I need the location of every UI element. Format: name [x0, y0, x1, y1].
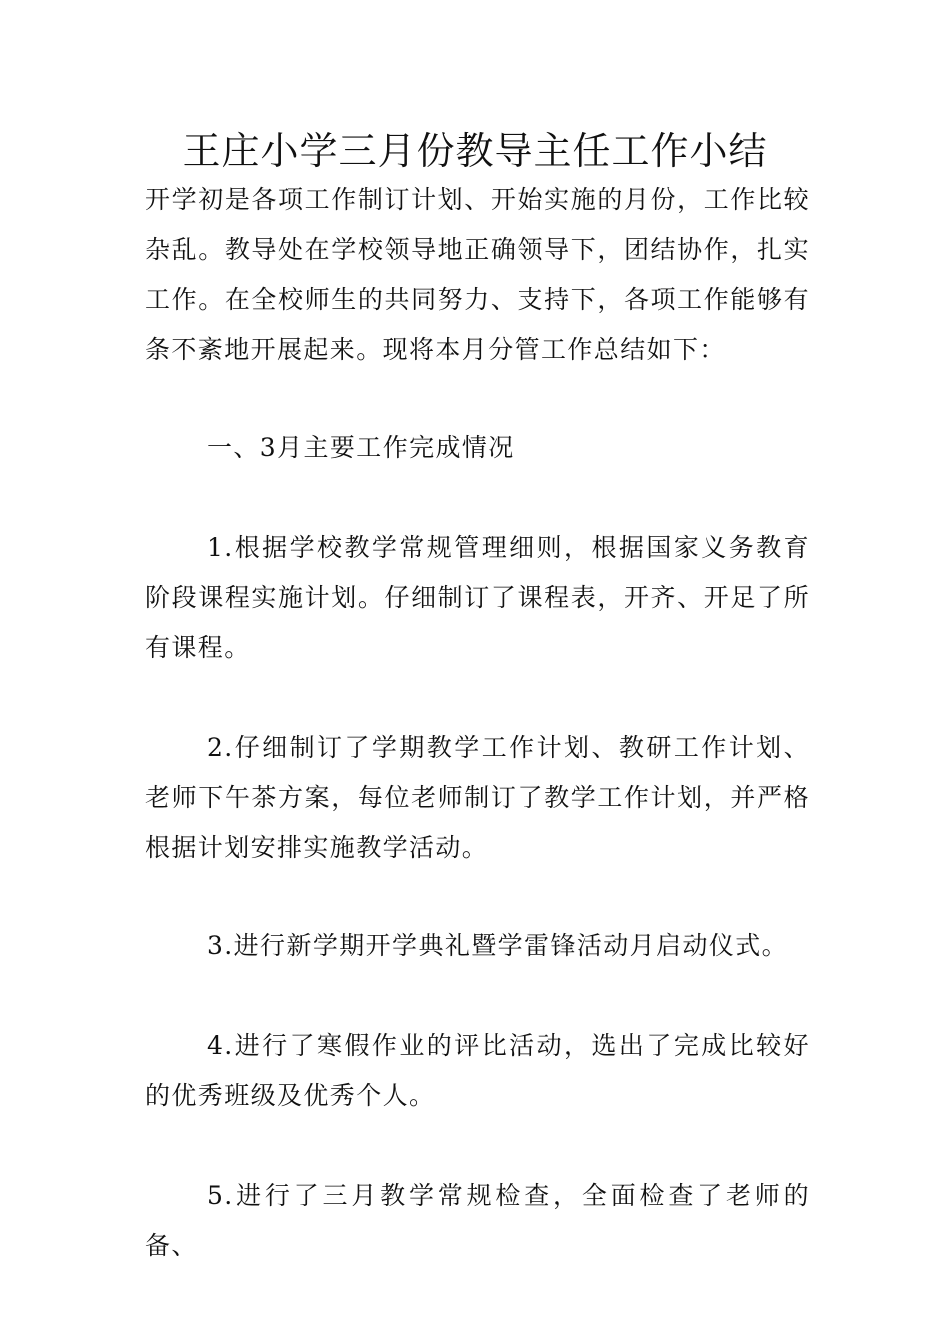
document-title: 王庄小学三月份教导主任工作小结: [182, 129, 768, 173]
list-item-4: 4.进行了寒假作业的评比活动，选出了完成比较好的优秀班级及优秀个人。: [145, 1031, 810, 1110]
section-heading: 一、3月主要工作完成情况: [207, 433, 515, 462]
list-item-3: 3.进行新学期开学典礼暨学雷锋活动月启动仪式。: [207, 931, 789, 960]
intro-paragraph: 开学初是各项工作制订计划、开始实施的月份，工作比较杂乱。教导处在学校领导地正确领导下，团结协作，扎实工作。在全校师生的共同努力、支持下，各项工作能够有条不紊地开展起来。现将本月分管工作总结如下：: [145, 185, 810, 364]
list-item-1: 1.根据学校教学常规管理细则，根据国家义务教育阶段课程实施计划。仔细制订了课程表，开齐、开足了所有课程。: [145, 533, 810, 662]
list-item-2: 2.仔细制订了学期教学工作计划、教研工作计划、老师下午茶方案，每位老师制订了教学工作计划，并严格根据计划安排实施教学活动。: [145, 733, 810, 862]
list-item-5: 5.进行了三月教学常规检查，全面检查了老师的备、: [145, 1181, 810, 1260]
